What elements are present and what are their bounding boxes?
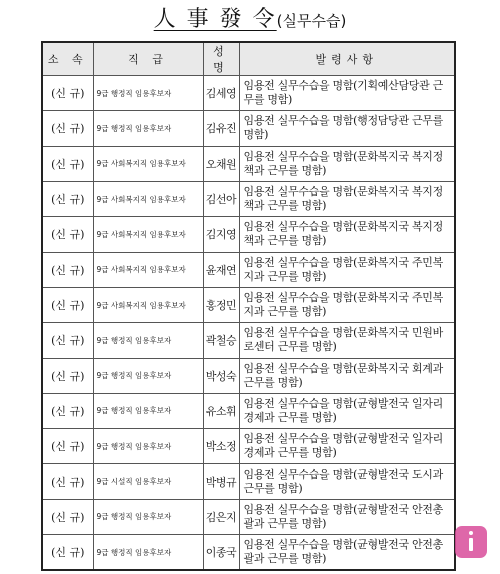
- table-row: [42, 358, 455, 393]
- row-rank: 9급 행정직 임용후보자: [93, 535, 203, 570]
- table-row: [42, 76, 455, 111]
- row-order: 임용전 실무수습을 명함(문화복지국 복지정책과 근무를 명함): [239, 181, 455, 216]
- row-dept: (신 규): [42, 464, 93, 499]
- row-dept: (신 규): [42, 323, 93, 358]
- row-name: 박성숙: [203, 358, 239, 393]
- row-order: 임용전 실무수습을 명함(문화복지국 복지정책과 근무를 명함): [239, 146, 455, 181]
- row-rank: 9급 행정직 임용후보자: [93, 393, 203, 428]
- row-rank: 9급 사회복지직 임용후보자: [93, 146, 203, 181]
- table-row: [42, 217, 455, 252]
- table-row: [42, 252, 455, 287]
- row-dept: (신 규): [42, 535, 93, 570]
- table-body: [42, 76, 455, 571]
- title-main: 人 事 發 令: [153, 7, 277, 32]
- row-dept: (신 규): [42, 287, 93, 322]
- table-row: [42, 287, 455, 322]
- row-dept: (신 규): [42, 76, 93, 111]
- row-dept: (신 규): [42, 358, 93, 393]
- row-name: 윤재연: [203, 252, 239, 287]
- row-rank: 9급 사회복지직 임용후보자: [93, 252, 203, 287]
- i-logo-icon: [455, 526, 487, 558]
- row-name: 김은지: [203, 499, 239, 534]
- table-row: [42, 499, 455, 534]
- row-order: 임용전 실무수습을 명함(문화복지국 주민복지과 근무를 명함): [239, 287, 455, 322]
- row-order: 임용전 실무수습을 명함(문화복지국 민원바로센터 근무를 명함): [239, 323, 455, 358]
- row-order: 임용전 실무수습을 명함(균형발전국 일자리경제과 근무를 명함): [239, 393, 455, 428]
- row-dept: (신 규): [42, 217, 93, 252]
- row-dept: (신 규): [42, 252, 93, 287]
- row-rank: 9급 사회복지직 임용후보자: [93, 181, 203, 216]
- table-row: [42, 181, 455, 216]
- row-dept: (신 규): [42, 429, 93, 464]
- document-title: [0, 4, 500, 37]
- row-order: 임용전 실무수습을 명함(균형발전국 안전총괄과 근무를 명함): [239, 499, 455, 534]
- row-name: 유소휘: [203, 393, 239, 428]
- table-row: [42, 146, 455, 181]
- table-row: [42, 535, 455, 570]
- row-rank: 9급 시설직 임용후보자: [93, 464, 203, 499]
- header-rank: 직 급: [93, 42, 203, 76]
- table-row: [42, 429, 455, 464]
- row-dept: (신 규): [42, 181, 93, 216]
- row-order: 임용전 실무수습을 명함(균형발전국 안전총괄과 근무를 명함): [239, 535, 455, 570]
- header-order: 발령사항: [239, 42, 455, 76]
- row-name: 박소정: [203, 429, 239, 464]
- row-order: 임용전 실무수습을 명함(문화복지국 회계과 근무를 명함): [239, 358, 455, 393]
- row-order: 임용전 실무수습을 명함(문화복지국 복지정책과 근무를 명함): [239, 217, 455, 252]
- row-name: 이종국: [203, 535, 239, 570]
- row-rank: 9급 행정직 임용후보자: [93, 499, 203, 534]
- row-rank: 9급 행정직 임용후보자: [93, 76, 203, 111]
- appointment-table: [41, 41, 456, 571]
- row-rank: 9급 행정직 임용후보자: [93, 323, 203, 358]
- row-name: 곽철승: [203, 323, 239, 358]
- row-dept: (신 규): [42, 111, 93, 146]
- row-name: 김세영: [203, 76, 239, 111]
- row-rank: 9급 사회복지직 임용후보자: [93, 287, 203, 322]
- row-dept: (신 규): [42, 146, 93, 181]
- row-order: 임용전 실무수습을 명함(문화복지국 주민복지과 근무를 명함): [239, 252, 455, 287]
- row-name: 김선아: [203, 181, 239, 216]
- row-rank: 9급 행정직 임용후보자: [93, 429, 203, 464]
- row-dept: (신 규): [42, 393, 93, 428]
- row-order: 임용전 실무수습을 명함(기획예산담당관 근무를 명함): [239, 76, 455, 111]
- row-rank: 9급 사회복지직 임용후보자: [93, 217, 203, 252]
- row-order: 임용전 실무수습을 명함(행정담당관 근무를 명함): [239, 111, 455, 146]
- row-order: 임용전 실무수습을 명함(균형발전국 일자리경제과 근무를 명함): [239, 429, 455, 464]
- title-sub: (실무수습): [276, 12, 347, 30]
- table-row: [42, 393, 455, 428]
- row-name: 김지영: [203, 217, 239, 252]
- table-header-row: [42, 42, 455, 76]
- row-rank: 9급 행정직 임용후보자: [93, 111, 203, 146]
- header-name: 성 명: [203, 42, 239, 76]
- row-name: 홍정민: [203, 287, 239, 322]
- row-dept: (신 규): [42, 499, 93, 534]
- row-order: 임용전 실무수습을 명함(균형발전국 도시과 근무를 명함): [239, 464, 455, 499]
- table-row: [42, 111, 455, 146]
- row-name: 오채원: [203, 146, 239, 181]
- row-name: 박병규: [203, 464, 239, 499]
- table-row: [42, 464, 455, 499]
- row-rank: 9급 행정직 임용후보자: [93, 358, 203, 393]
- header-dept: 소 속: [42, 42, 93, 76]
- table-row: [42, 323, 455, 358]
- row-name: 김유진: [203, 111, 239, 146]
